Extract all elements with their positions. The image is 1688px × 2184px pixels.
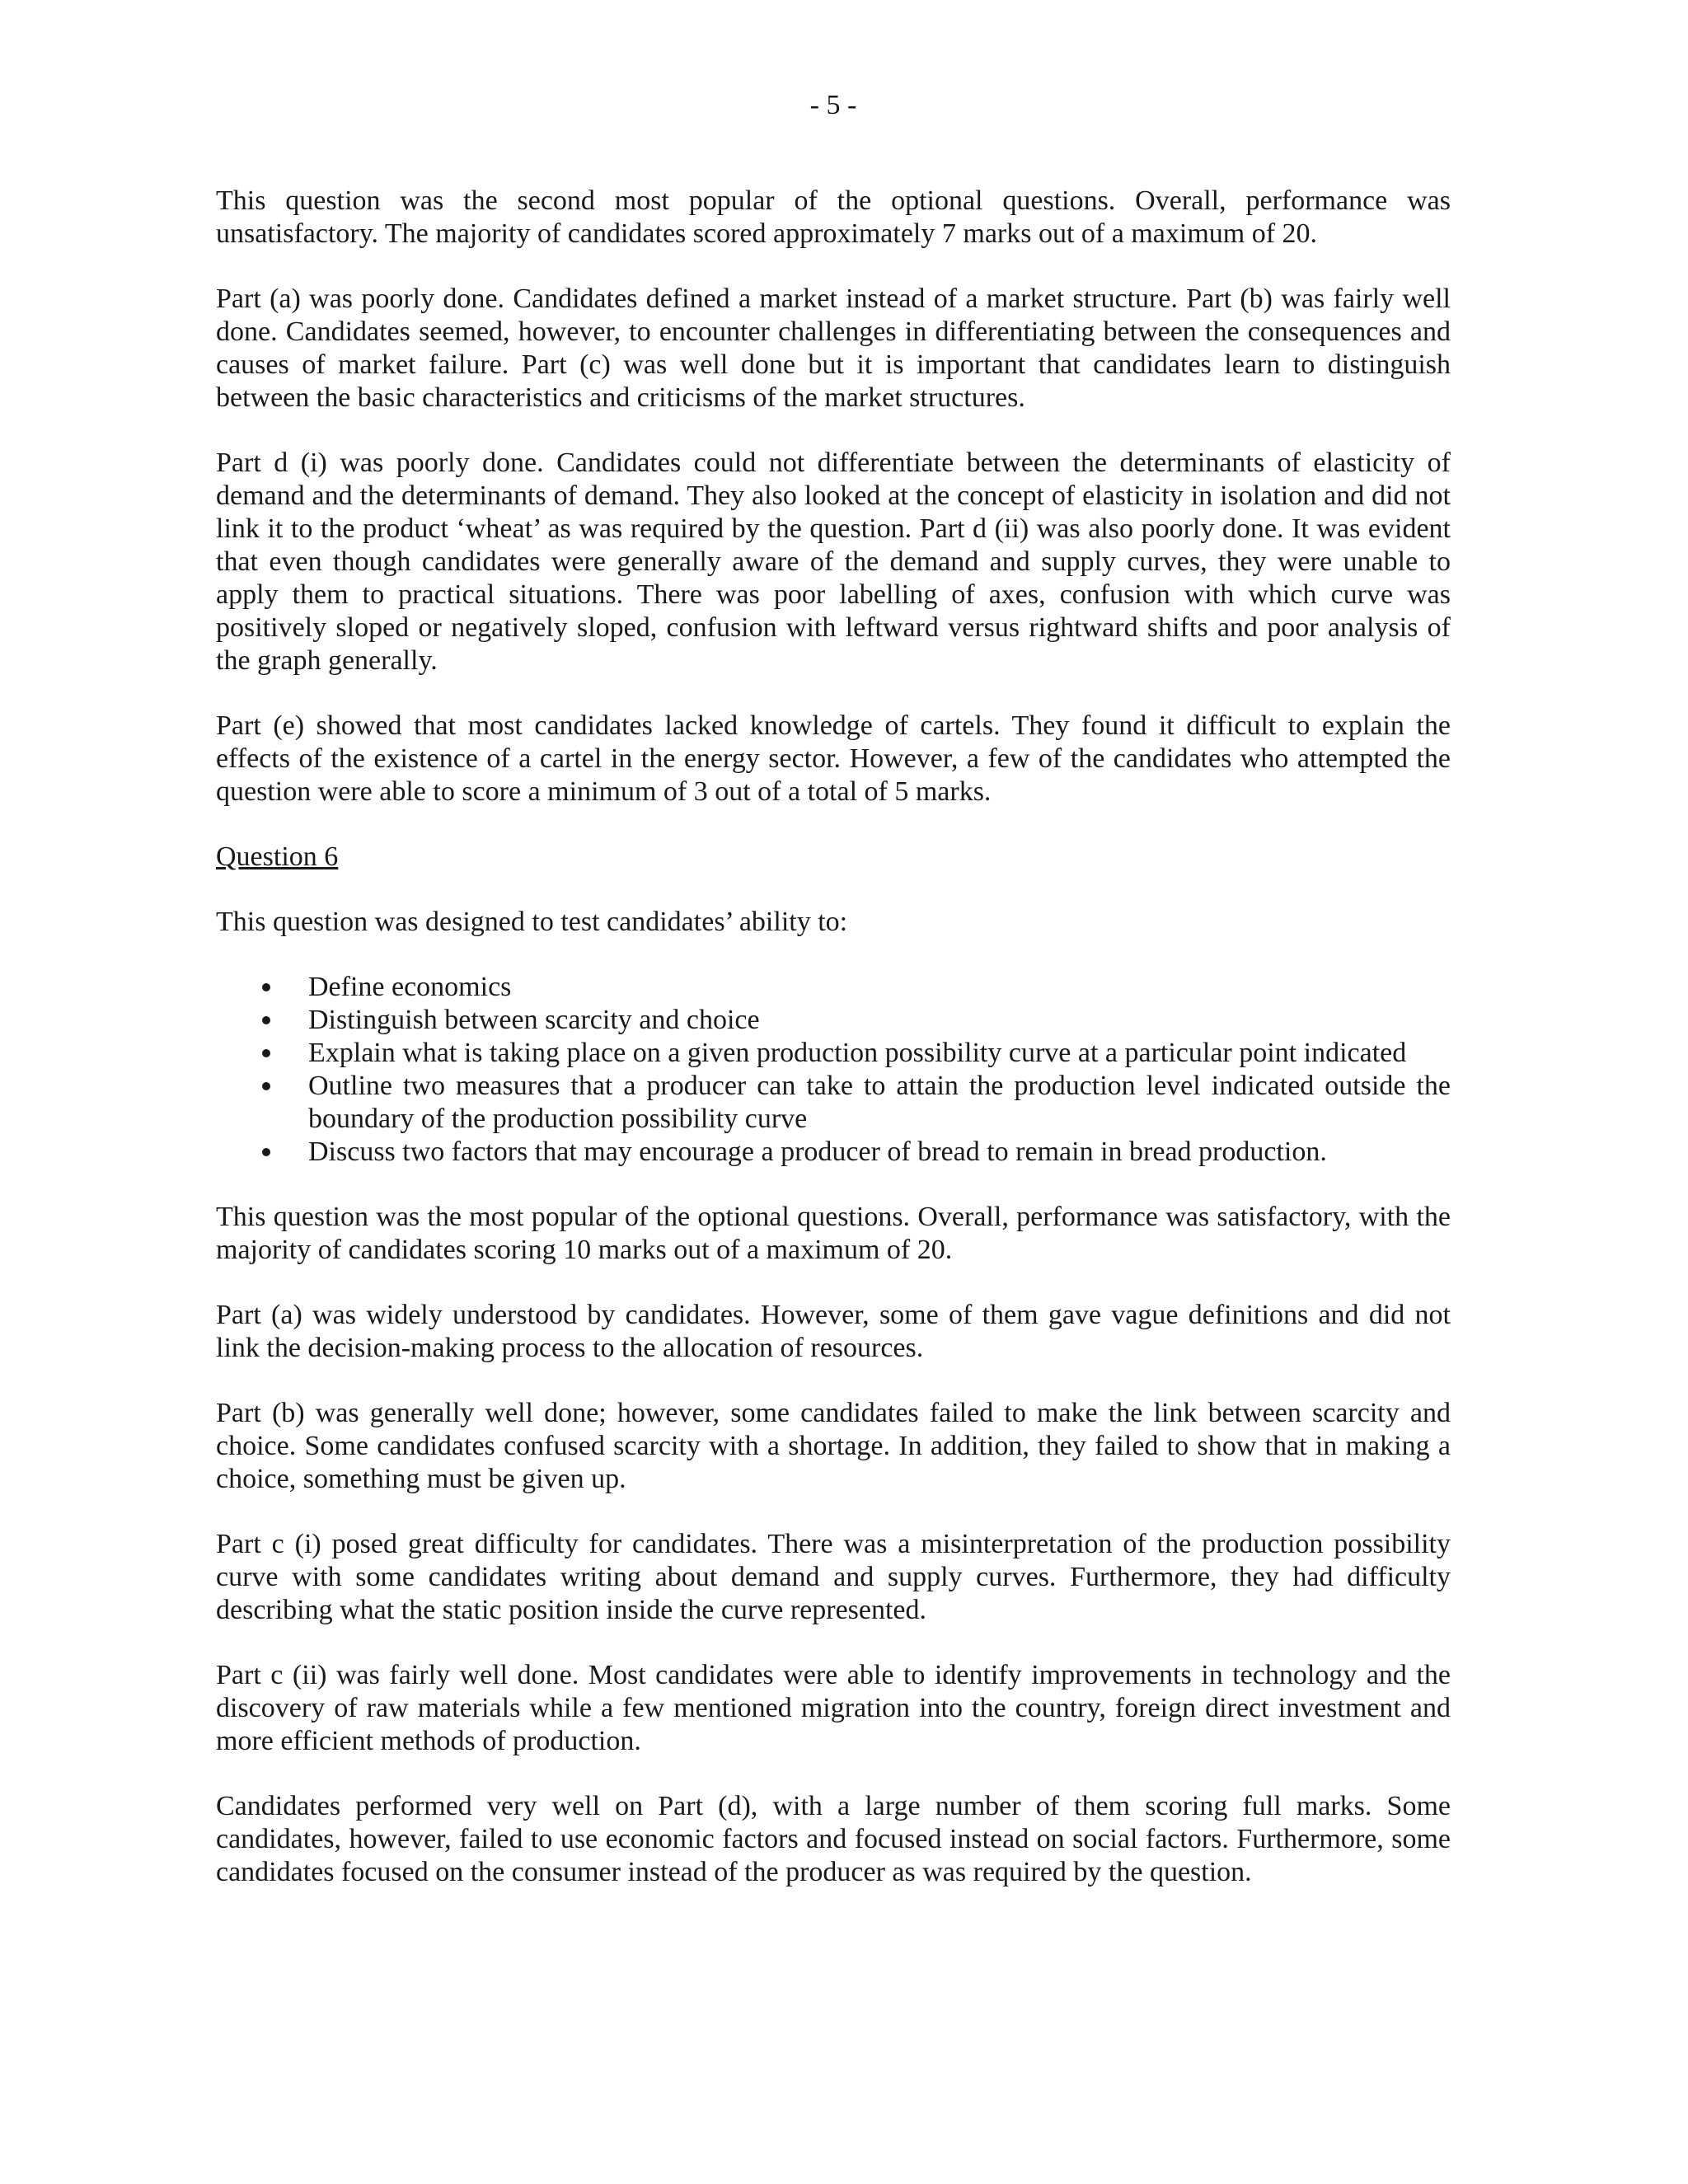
paragraph: Part (b) was generally well done; however, some candidates failed to make the link between scarcity and choice. Some candidates confused scarcity with a shortage. In addition, they failed to show that in making a choice, something must be given up. — [216, 1398, 1451, 1494]
bullet-icon — [262, 1082, 270, 1090]
paragraph: Part c (i) posed great difficulty for candidates. There was a misinterpretation of the production possibility curve with some candidates writing about demand and supply curves. Furthermore, they had difficulty describing what the static position inside the curve represented. — [216, 1529, 1451, 1625]
paragraph: Part (a) was poorly done. Candidates defined a market instead of a market structure. Part (b) was fairly well done. Candidates seemed, however, to encounter challenges in differentiating between the consequences and causes of market failure. Part (c) was well done but it is important that candidates learn to distinguish between the basic characteristics and criticisms of the market structures. — [216, 284, 1451, 413]
bullet-icon — [262, 983, 270, 991]
paragraph: Part (e) showed that most candidates lacked knowledge of cartels. They found it difficult to explain the effects of the existence of a cartel in the energy sector. However, a few of the candidates who attempted the question were able to score a minimum of 3 out of a total of 5 marks. — [216, 710, 1451, 807]
page-number: - 5 - — [809, 90, 857, 120]
list-item-text: Outline two measures that a producer can take to attain the production level indicated outside the boundary of the production possibility curve — [308, 1071, 1451, 1134]
question-6-intro: This question was designed to test candidates’ ability to: — [216, 907, 848, 937]
paragraph: Part d (i) was poorly done. Candidates could not differentiate between the determinants of elasticity of demand and the determinants of demand. They also looked at the concept of elasticity in isolation and did not link it to the product ‘wheat’ as was required by the question. Part d (ii) was also poorly done. It was evident that even though candidates were generally aware of the demand and supply curves, they were unable to apply them to practical situations. There was poor labelling of axes, confusion with which curve was positively sloped or negatively sloped, confusion with leftward versus rightward shifts and poor analysis of the graph generally. — [216, 448, 1451, 676]
list-item — [216, 1136, 1451, 1169]
list-item — [216, 971, 1451, 1004]
report-body — [216, 185, 1451, 1921]
paragraph: This question was the second most popular of the optional questions. Overall, performance was unsatisfactory. The majority of candidates scored approximately 7 marks out of a maximum of 20. — [216, 185, 1451, 249]
question-6-heading: Question 6 — [216, 841, 339, 872]
list-item — [216, 1004, 1451, 1037]
list-item-text: Explain what is taking place on a given production possibility curve at a particular point indicated — [308, 1038, 1407, 1068]
paragraph: Part c (ii) was fairly well done. Most candidates were able to identify improvements in technology and the discovery of raw materials while a few mentioned migration into the country, foreign direct investment and more efficient methods of production. — [216, 1660, 1451, 1756]
list-item — [216, 1037, 1451, 1070]
list-item-text: Discuss two factors that may encourage a producer of bread to remain in bread production. — [308, 1137, 1327, 1167]
paragraph: Part (a) was widely understood by candidates. However, some of them gave vague definitions and did not link the decision-making process to the allocation of resources. — [216, 1300, 1451, 1363]
list-item-text: Define economics — [308, 972, 512, 1002]
objectives-list — [216, 971, 1451, 1169]
bullet-icon — [262, 1049, 270, 1057]
bullet-icon — [262, 1016, 270, 1024]
list-item — [216, 1070, 1451, 1136]
bullet-icon — [262, 1148, 270, 1156]
paragraph: Candidates performed very well on Part (d), with a large number of them scoring full marks. Some candidates, however, failed to use economic factors and focused instead on social factors. Furthermore, some candidates focused on the consumer instead of the producer as was required by the question. — [216, 1791, 1451, 1887]
list-item-text: Distinguish between scarcity and choice — [308, 1005, 760, 1035]
paragraph: This question was the most popular of the optional questions. Overall, performance was satisfactory, with the majority of candidates scoring 10 marks out of a maximum of 20. — [216, 1202, 1451, 1265]
